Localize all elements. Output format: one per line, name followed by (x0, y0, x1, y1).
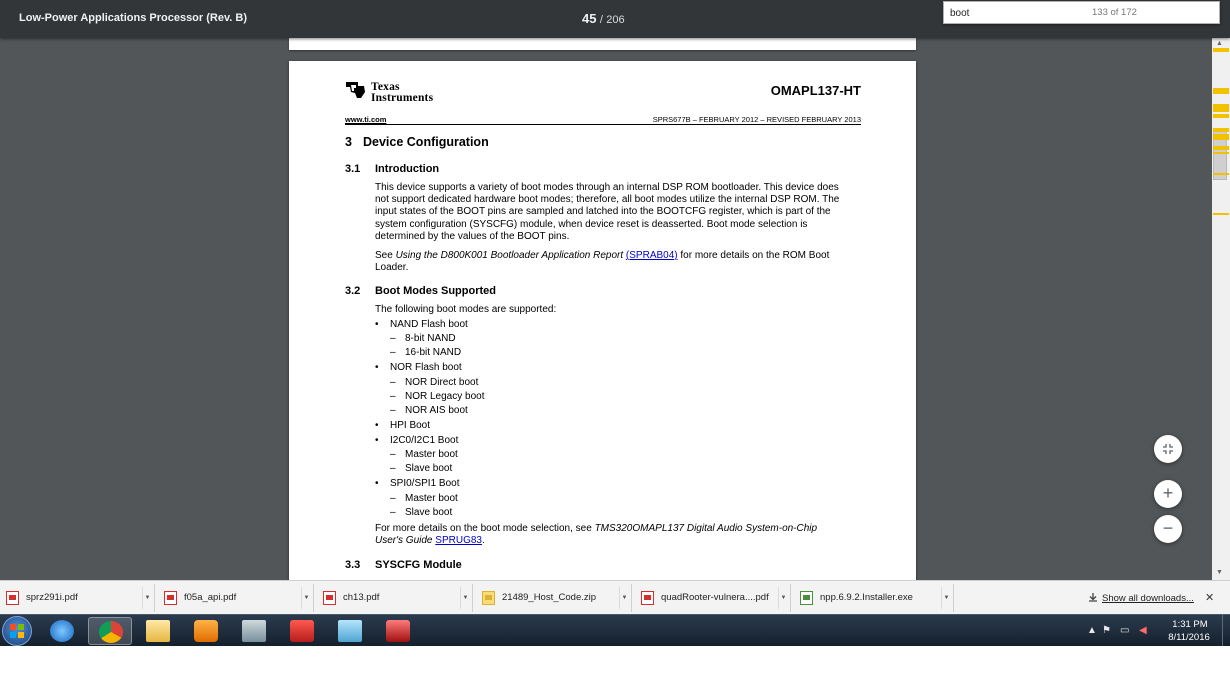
search-hit-marker (1213, 173, 1229, 175)
section-title: Boot Modes Supported (375, 285, 496, 297)
dash-marker: – (390, 376, 396, 388)
boot-mode-label: SPI0/SPI1 Boot (390, 478, 460, 490)
download-icon (1088, 592, 1098, 602)
search-hit-marker (1213, 116, 1229, 118)
intro-paragraph (375, 182, 861, 243)
intro-line: This device supports a variety of boot modes through an internal DSP ROM bootloader. This device does (375, 182, 839, 193)
boot-mode-label: NOR Direct boot (405, 376, 479, 388)
find-bar (943, 1, 1220, 24)
download-item[interactable] (158, 584, 314, 612)
download-item[interactable] (476, 584, 632, 612)
section-number: 3.1 (345, 163, 361, 175)
search-hit-marker (1213, 50, 1229, 52)
download-filename: sprz291i.pdf (26, 592, 78, 603)
vertical-scrollbar[interactable] (1212, 38, 1230, 580)
spruc-guide-title-2: User's Guide (375, 535, 433, 547)
boot-mode-label: Slave boot (405, 506, 453, 518)
dash-marker: – (390, 405, 396, 416)
chrome-icon (99, 621, 123, 643)
downloads-shelf (0, 580, 1230, 614)
page-indicator[interactable] (582, 11, 625, 26)
boot-mode-item (375, 435, 458, 446)
intro-line: input states of the BOOT pins are sampled and latched into the BOOTCFG register, which is part of the (375, 206, 831, 218)
boot-mode-label: NOR Legacy boot (405, 390, 485, 402)
zoom-out-button[interactable]: − (1154, 515, 1182, 543)
more-details-paragraph (375, 523, 861, 547)
dash-marker: – (390, 449, 396, 461)
flag-icon[interactable]: ⚑ (1102, 625, 1111, 636)
pdf-icon (6, 591, 19, 605)
boot-mode-label: NAND Flash boot (390, 319, 468, 330)
see-text: See (375, 250, 396, 261)
download-item[interactable] (317, 584, 473, 612)
show-all-label: Show all downloads... (1102, 593, 1194, 604)
pdf-icon (323, 591, 336, 605)
bullet-marker: • (375, 362, 379, 374)
boot-mode-item (375, 319, 468, 330)
search-hit-marker (1213, 213, 1229, 215)
section-3-1-heading (345, 163, 439, 175)
find-result-count: 133 of 172 (1092, 7, 1137, 18)
see-line2: Loader. (375, 262, 409, 274)
boot-mode-item (390, 449, 458, 460)
download-options-arrow[interactable]: ▼ (941, 587, 951, 609)
bullet-marker: • (375, 435, 379, 446)
start-button[interactable] (2, 616, 32, 646)
download-filename: 21489_Host_Code.zip (502, 592, 597, 603)
section-3-heading (345, 135, 489, 149)
spruc-guide-title: TMS320OMAPL137 Digital Audio System-on-Chip (594, 523, 818, 534)
intro-line: not support dedicated hardware boot modes; therefore, all boot modes utilize the internal DSP ROM. The (375, 194, 840, 206)
search-hit-marker (1213, 130, 1229, 132)
network-icon[interactable]: ▭ (1120, 625, 1130, 636)
app-red-icon (386, 620, 410, 642)
boot-mode-item (375, 362, 462, 373)
section-3-3-heading (345, 559, 462, 571)
more-text-post: . (481, 535, 485, 547)
search-hit-marker (1213, 148, 1229, 150)
taskbar-file-explorer-button[interactable] (136, 617, 180, 645)
boot-mode-item (390, 391, 485, 402)
boot-mode-item (390, 463, 452, 474)
boot-mode-label: 16-bit NAND (405, 347, 462, 359)
search-hit-marker (1213, 92, 1229, 94)
see-text-post: for more details on the ROM Boot (677, 250, 830, 261)
dash-marker: – (390, 347, 396, 359)
logo-line2: Instruments (371, 92, 434, 104)
scroll-down-arrow[interactable]: ▼ (1216, 569, 1223, 576)
boot-mode-label: 8-bit NAND (405, 333, 456, 345)
boot-mode-label: HPI Boot (390, 420, 431, 431)
logo-line1: Texas (371, 81, 400, 93)
download-filename: npp.6.9.2.Installer.exe (820, 592, 913, 603)
section-title: Introduction (375, 163, 440, 175)
taskbar-notepad-button[interactable] (328, 617, 372, 645)
acrobat-icon (290, 620, 314, 642)
scroll-up-arrow[interactable]: ▲ (1216, 40, 1223, 47)
search-hit-marker (1213, 110, 1229, 112)
document-title: Low-Power Applications Processor (Rev. B) (19, 12, 247, 24)
total-pages: 206 (606, 14, 625, 26)
fit-to-page-button[interactable] (1154, 435, 1182, 463)
sprug83-link[interactable]: SPRUG83 (435, 535, 482, 547)
taskbar-chrome-button[interactable] (88, 617, 132, 645)
intro-line: determined by the values of the BOOT pins. (375, 230, 570, 242)
taskbar-tools-button[interactable] (232, 617, 276, 645)
boot-mode-label: NOR Flash boot (390, 362, 462, 374)
pdf-icon (641, 591, 654, 605)
download-options-arrow[interactable]: ▼ (142, 587, 152, 609)
download-item[interactable] (635, 584, 791, 612)
show-all-downloads-link[interactable] (1088, 592, 1194, 604)
section-3-2-heading (345, 285, 496, 297)
download-filename: f05a_api.pdf (184, 592, 237, 603)
boot-mode-item (390, 347, 461, 358)
download-options-arrow[interactable]: ▼ (460, 587, 470, 609)
show-hidden-icons-icon[interactable]: ▲ (1087, 625, 1097, 636)
page-separator: / (599, 14, 603, 26)
download-filename: quadRooter-vulnera....pdf (661, 592, 769, 603)
boot-mode-label: Slave boot (405, 463, 453, 475)
boot-mode-label: Master boot (405, 449, 458, 461)
taskbar-internet-explorer-button[interactable] (40, 617, 84, 645)
section-number: 3 (345, 135, 352, 149)
ti-logo-icon (344, 78, 368, 102)
close-downloads-button[interactable]: ✕ (1205, 592, 1215, 604)
section-title: Device Configuration (363, 135, 489, 149)
taskbar-media-player-button[interactable] (184, 617, 228, 645)
zoom-in-button[interactable]: + (1154, 480, 1182, 508)
dash-marker: – (390, 506, 396, 518)
more-text: For more details on the boot mode selection, see (375, 523, 595, 534)
boot-mode-item (375, 478, 460, 489)
header-rule (345, 124, 861, 125)
bullet-marker: • (375, 319, 379, 330)
ti-url-link[interactable]: www.ti.com (345, 115, 387, 124)
download-item[interactable] (794, 584, 954, 612)
taskbar-acrobat-button[interactable] (280, 617, 324, 645)
pdf-icon (164, 591, 177, 605)
internet-explorer-icon (50, 620, 74, 642)
search-hit-marker (1213, 152, 1229, 154)
dash-marker: – (390, 463, 396, 475)
clock-time[interactable]: 1:31 PM (1172, 619, 1208, 630)
section-title: SYSCFG Module (375, 559, 462, 571)
intro-line: system configuration (SYSCFG) module, when device reset is deasserted. Boot mode selection is (375, 218, 808, 230)
boot-mode-item (390, 493, 458, 504)
download-options-arrow[interactable]: ▼ (778, 587, 788, 609)
show-desktop-button[interactable] (1222, 614, 1230, 646)
document-revision: SPRS677B – FEBRUARY 2012 – REVISED FEBRUARY 2013 (652, 115, 861, 124)
download-item[interactable] (0, 584, 155, 612)
boot-mode-label: Master boot (405, 492, 458, 504)
boot-mode-item (390, 507, 452, 518)
dash-marker: – (390, 333, 396, 345)
file-explorer-icon (146, 620, 170, 642)
boot-mode-label: I2C0/I2C1 Boot (390, 435, 459, 446)
dash-marker: – (390, 492, 396, 504)
section-number: 3.3 (345, 559, 361, 571)
sprab04-link[interactable]: (SPRAB04) (625, 250, 678, 261)
windows-logo-icon (9, 623, 25, 639)
download-filename: ch13.pdf (343, 592, 380, 603)
fit-to-page-icon (1162, 443, 1174, 455)
bullet-marker: • (375, 478, 379, 490)
boot-mode-item (390, 377, 478, 388)
notepad-icon (338, 620, 362, 642)
zip-icon (482, 591, 495, 605)
search-hit-marker (1213, 138, 1229, 140)
taskbar-app-red-button[interactable] (376, 617, 420, 645)
download-options-arrow[interactable]: ▼ (619, 587, 629, 609)
exe-icon (800, 591, 813, 605)
boot-mode-item (390, 405, 468, 416)
media-player-icon (194, 620, 218, 642)
section-number: 3.2 (345, 285, 361, 297)
boot-mode-label: NOR AIS boot (405, 405, 468, 416)
current-page[interactable]: 45 (582, 11, 597, 26)
tools-icon (242, 620, 266, 642)
pdf-page (289, 61, 916, 580)
part-number: OMAPL137-HT (770, 83, 861, 98)
boot-mode-item (390, 333, 456, 344)
find-input[interactable] (946, 4, 1086, 22)
see-paragraph (375, 250, 861, 274)
dash-marker: – (390, 390, 396, 402)
windows-taskbar (0, 614, 1230, 646)
boot-modes-intro: The following boot modes are supported: (375, 304, 557, 315)
bootloader-report-title: Using the D800K001 Bootloader Application Report (395, 250, 624, 261)
download-options-arrow[interactable]: ▼ (301, 587, 311, 609)
bullet-marker: • (375, 420, 379, 431)
ti-logo (344, 78, 454, 104)
clock-date[interactable]: 8/11/2016 (1168, 632, 1210, 643)
boot-mode-item (375, 420, 430, 431)
volume-muted-icon[interactable]: ◀ (1139, 625, 1147, 636)
previous-page-edge (289, 38, 916, 50)
